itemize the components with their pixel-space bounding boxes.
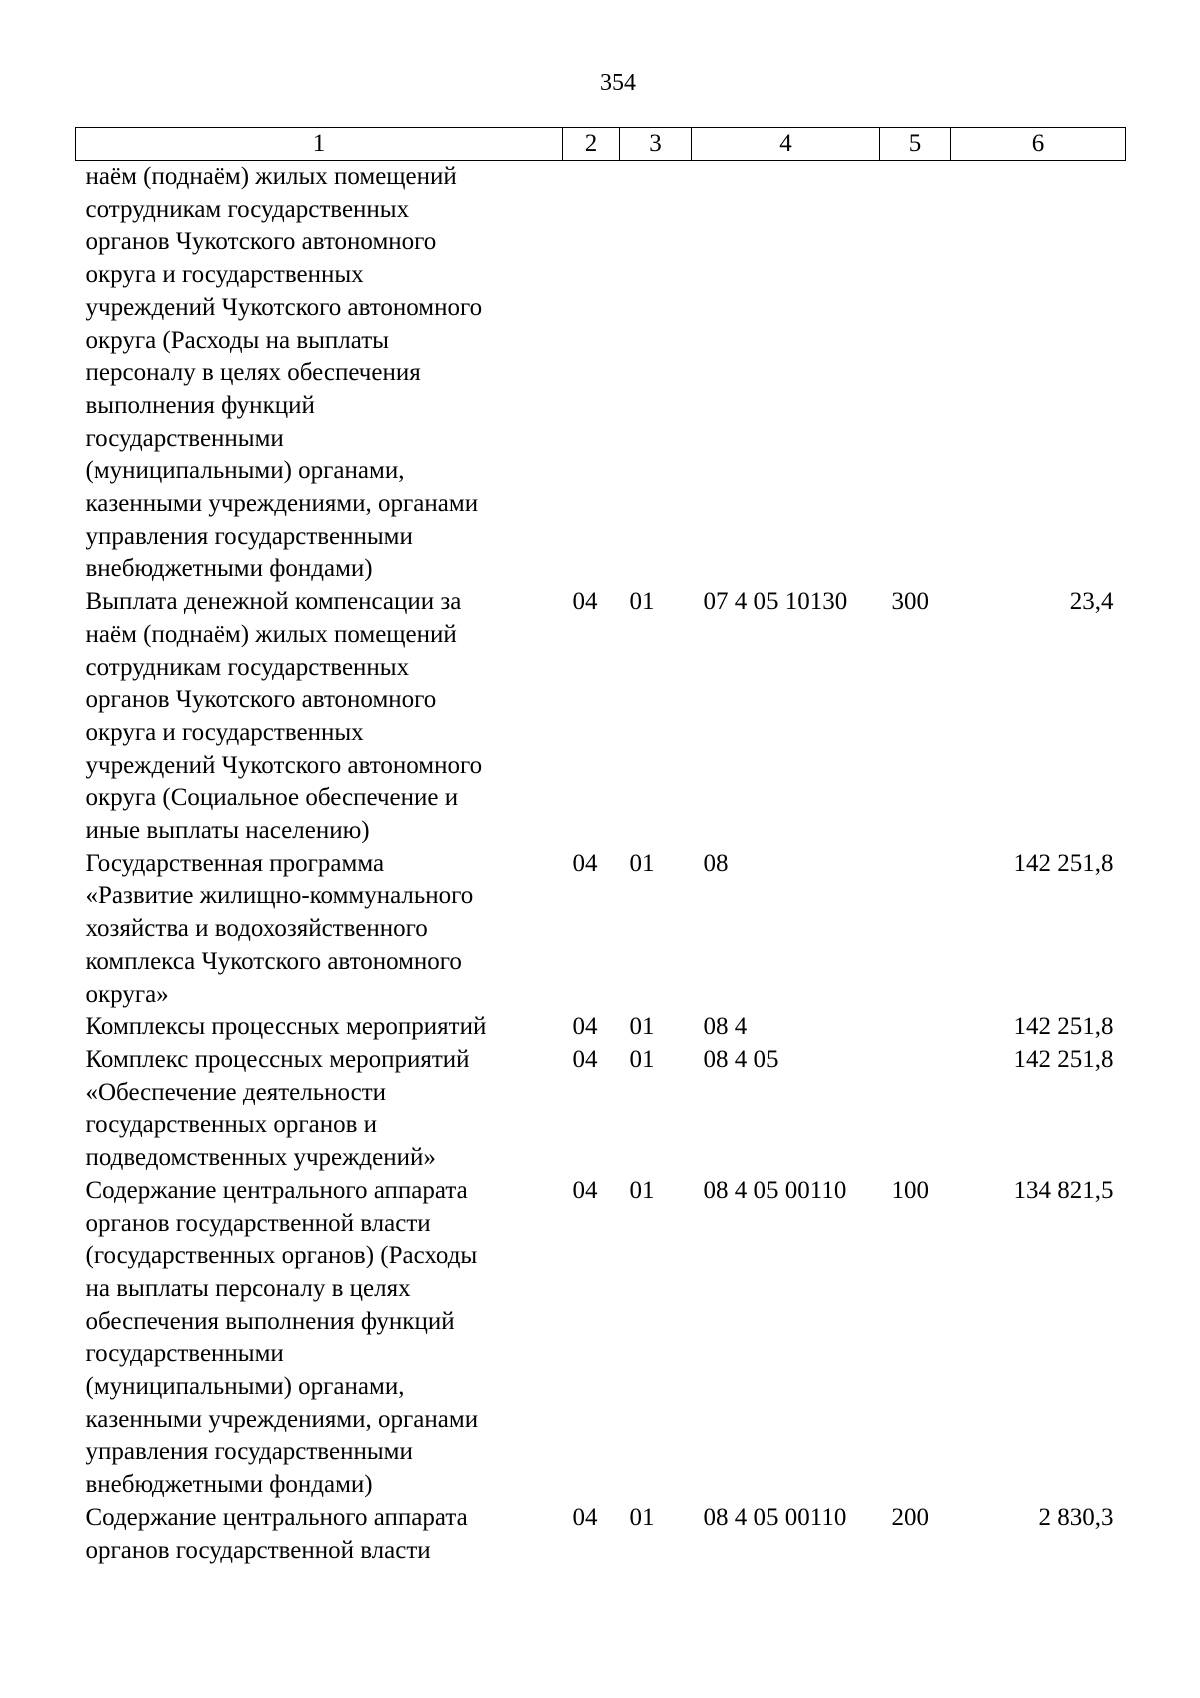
row-code: 08 4 05 <box>703 1045 779 1073</box>
row-section: 04 <box>572 1176 598 1204</box>
row-amount: 23,4 <box>1069 588 1114 616</box>
table-header <box>76 128 1126 161</box>
row-name: Содержание центрального аппарата органов государственной власти (государственных органов) (Расходы на выплаты персоналу в целях обеспечения выполнения функций государственными (муниципальными) органами, казенными учреждениями, органами управления государственными внебюджетными фондами) <box>85 1176 479 1499</box>
row-name: Содержание центрального аппарата органов государственной власти <box>85 1503 468 1564</box>
table-row <box>76 1044 1126 1175</box>
budget-table <box>75 127 1126 1567</box>
row-name: Выплата денежной компенсации за наём (поднаём) жилых помещений сотрудникам государственных органов Чукотского автономного округа и государственных учреждений Чукотского автономного округа (Социальное обеспечение и иные выплаты населению) <box>85 588 483 845</box>
row-code: 08 <box>703 849 729 877</box>
table-header-row <box>76 128 1126 161</box>
row-type: 100 <box>891 1176 929 1204</box>
row-amount: 134 821,5 <box>1013 1176 1114 1204</box>
row-name: наём (поднаём) жилых помещений сотрудникам государственных органов Чукотского автономного округа и государственных учреждений Чукотского автономного округа (Расходы на выплаты персоналу в целях обеспечения выполнения функций государственными (муниципальными) органами, казенными учреждениями, органами управления государственными внебюджетными фондами) <box>85 163 483 583</box>
column-header-subsection: 3 <box>620 128 692 161</box>
row-section <box>563 161 620 587</box>
row-code: 08 4 <box>703 1013 748 1041</box>
row-subsection <box>620 161 692 587</box>
row-section: 04 <box>572 588 598 616</box>
table-row <box>76 1011 1126 1044</box>
row-amount: 2 830,3 <box>1038 1503 1114 1531</box>
row-amount: 142 251,8 <box>1013 1013 1114 1041</box>
row-subsection: 01 <box>629 1503 655 1531</box>
page-number: 354 <box>600 70 636 96</box>
table-row <box>76 586 1126 848</box>
column-header-type: 5 <box>880 128 951 161</box>
row-code: 08 4 05 00110 <box>703 1176 847 1204</box>
row-section: 04 <box>572 1045 598 1073</box>
row-subsection: 01 <box>629 588 655 616</box>
table-row <box>76 1175 1126 1502</box>
row-subsection: 01 <box>629 1045 655 1073</box>
row-type <box>880 848 951 1012</box>
table-row <box>76 161 1126 587</box>
column-header-name: 1 <box>76 128 563 161</box>
table-body <box>76 161 1126 1568</box>
row-section: 04 <box>572 1503 598 1531</box>
row-type <box>880 1044 951 1175</box>
row-amount: 142 251,8 <box>1013 1045 1114 1073</box>
table-row <box>76 848 1126 1012</box>
row-type: 300 <box>891 588 929 616</box>
row-code: 08 4 05 00110 <box>703 1503 847 1531</box>
table-row <box>76 1502 1126 1567</box>
row-section: 04 <box>572 1013 598 1041</box>
row-type <box>880 161 951 587</box>
row-subsection: 01 <box>629 1176 655 1204</box>
column-header-code: 4 <box>692 128 880 161</box>
row-amount: 142 251,8 <box>1013 849 1114 877</box>
row-type: 200 <box>891 1503 929 1531</box>
row-amount <box>951 161 1126 587</box>
row-subsection: 01 <box>629 849 655 877</box>
row-name: Комплекс процессных мероприятий «Обеспечение деятельности государственных органов и подведомственных учреждений» <box>85 1045 470 1172</box>
column-header-amount: 6 <box>951 128 1126 161</box>
row-name: Комплексы процессных мероприятий <box>85 1013 487 1041</box>
row-name: Государственная программа «Развитие жилищно-коммунального хозяйства и водохозяйственного комплекса Чукотского автономного округа» <box>85 849 474 1008</box>
row-section: 04 <box>572 849 598 877</box>
row-subsection: 01 <box>629 1013 655 1041</box>
column-header-section: 2 <box>563 128 620 161</box>
row-code: 07 4 05 10130 <box>703 588 848 616</box>
row-type <box>880 1011 951 1044</box>
row-code <box>692 161 880 587</box>
